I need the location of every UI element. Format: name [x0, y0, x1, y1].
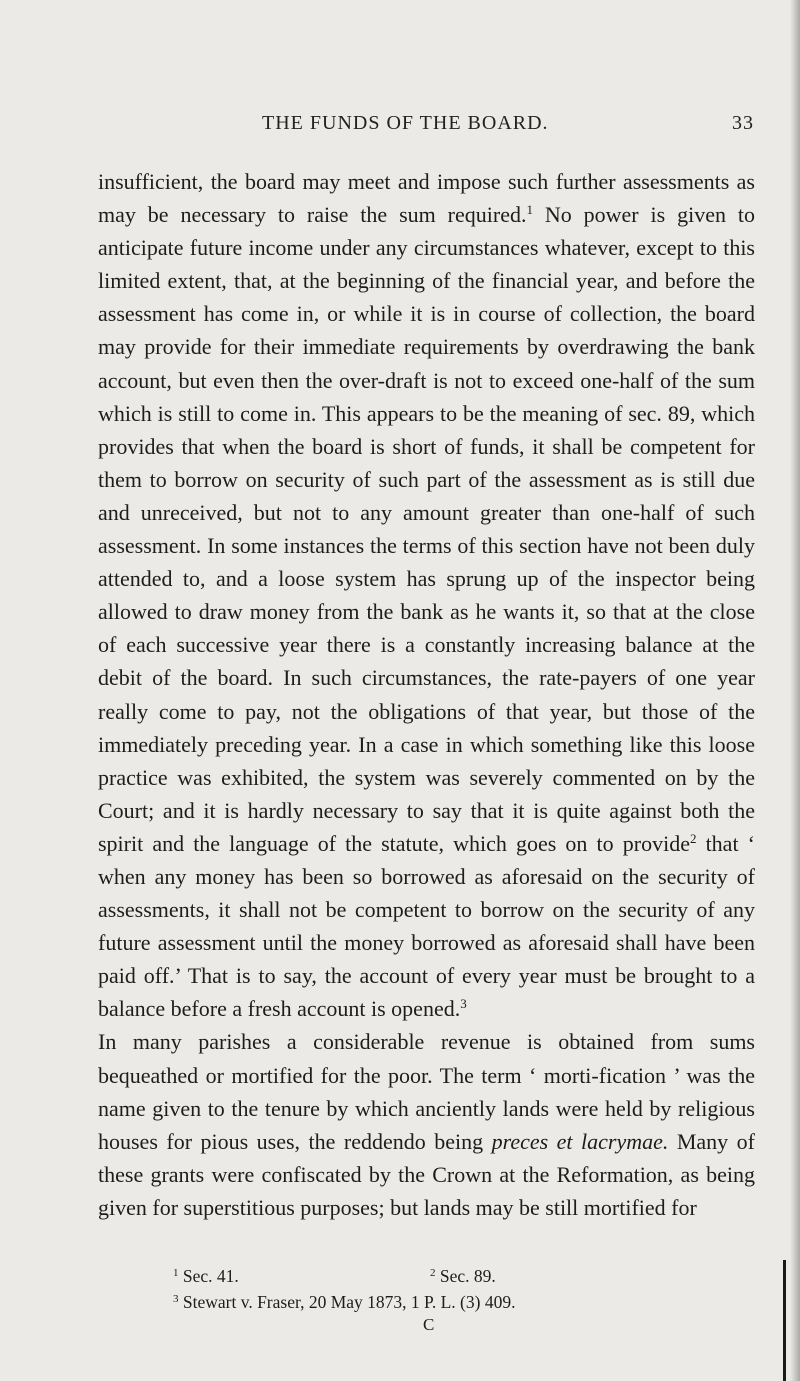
footnote-1-number: 1: [173, 1267, 179, 1279]
paragraph-2-part-b: Many of these grants were confiscated by the Crown at the Reformation, as being given for superstitious purposes; but lands may be still mortified for: [98, 1128, 755, 1220]
footnotes: [98, 1263, 755, 1334]
footnote-2-number: 2: [430, 1267, 436, 1279]
running-head: THE FUNDS OF THE BOARD.: [262, 112, 549, 134]
footnote-ref-1: 1: [526, 202, 533, 218]
paragraph-1-part-b: No power is given to anticipate future income under any circumstances whatever, except to this limited extent, that, at the beginning of the financial year, and before the assessment has come in, or while it is in course of collection, the board may provide for their immediate requirements by overdrawing the bank account, but even then the over-draft is not to exceed one-half of the sum which is still to come in. This appears to be the meaning of sec. 89, which provides that when the board is short of funds, it shall be competent for them to borrow on security of such part of the assessment as is still due and unreceived, but not to any amount greater than one-half of such assessment. In some instances the terms of this section have not been duly attended to, and a loose system has sprung up of the inspector being allowed to draw money from the bank as he wants it, so that at the close of each successive year there is a constantly increasing balance at the debit of the board. In such circumstances, the rate-payers of one year really come to pay, not the obligations of that year, but those of the immediately preceding year. In a case in which something like this loose practice was exhibited, the system was severely commented on by the Court; and it is hardly necessary to say that it is quite against both the spirit and the language of the statute, which goes on to provide: [98, 202, 755, 856]
latin-phrase: preces et lacrymae.: [491, 1128, 669, 1154]
signature-mark: C: [423, 1315, 435, 1334]
paragraph-1-part-a: insufficient, the board may meet and impose such further assessments as may be necessary to raise the sum required.: [98, 169, 755, 228]
footnote-1: [173, 1263, 239, 1289]
paragraph-1-part-c: that ‘ when any money has been so borrowed as aforesaid on the security of assessments, it shall not be competent to borrow on the security of any future assessment until the money borrowed as aforesaid shall have been paid off.’ That is to say, the account of every year must be brought to a balance before a fresh account is opened.: [98, 830, 755, 1022]
page-edge-mark: [783, 1260, 786, 1381]
page-number: 33: [732, 112, 754, 134]
footnote-ref-3: 3: [460, 996, 467, 1012]
footnote-2-text: Sec. 89.: [435, 1266, 496, 1286]
footnote-1-text: Sec. 41.: [178, 1266, 239, 1286]
footnote-3-number: 3: [173, 1293, 179, 1305]
footnote-3-text: Stewart v. Fraser, 20 May 1873, 1 P. L. (3) 409.: [178, 1292, 516, 1312]
paragraph-2-part-a: In many parishes a considerable revenue is obtained from sums bequeathed or mortified for the poor. The term ‘ morti-fication ’ was the name given to the tenure by which anciently lands were held by religious houses for pious uses, the reddendo being: [98, 1029, 755, 1154]
paragraph-1: [98, 165, 755, 1025]
footnote-3: [173, 1289, 515, 1315]
footnote-ref-2: 2: [689, 830, 697, 846]
footnote-row-1: [98, 1263, 755, 1289]
paragraph-2: [98, 1025, 755, 1224]
body-text: [98, 165, 755, 1224]
page-edge-shadow: [790, 0, 800, 1381]
footnote-row-2: [98, 1289, 755, 1315]
footnote-2: [430, 1263, 496, 1289]
